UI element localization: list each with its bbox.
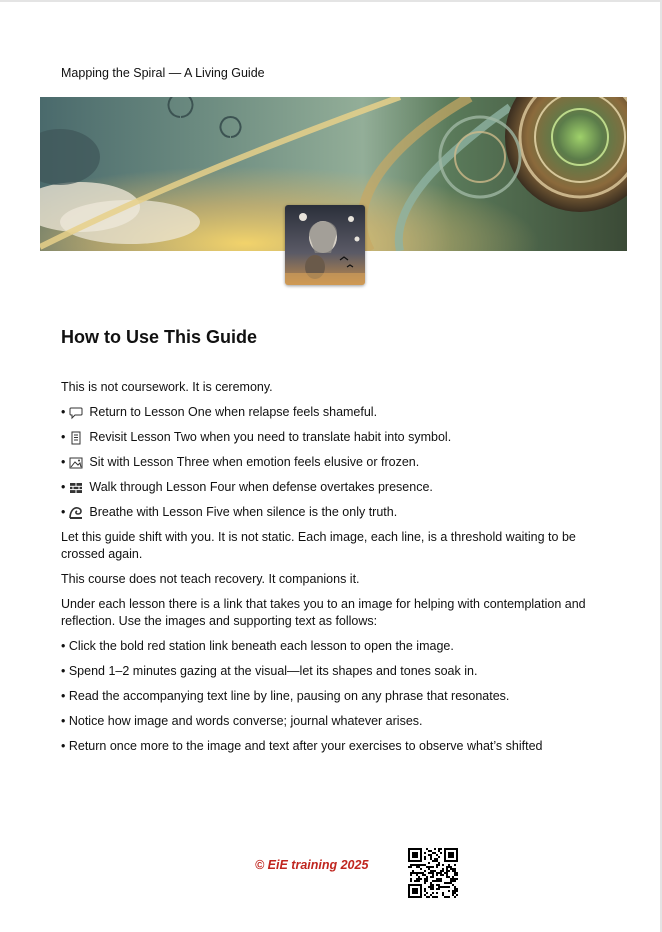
lesson-item (61, 429, 606, 446)
lesson-item (61, 454, 606, 471)
document-header: Mapping the Spiral — A Living Guide (61, 66, 265, 80)
bullet: • (61, 430, 66, 444)
lesson-item (61, 479, 606, 496)
lesson-text: Walk through Lesson Four when defense overtakes presence. (89, 480, 433, 494)
lesson-item (61, 404, 606, 421)
instruction-step: • Click the bold red station link beneath each lesson to open the image. (61, 639, 454, 653)
instruction-step: • Spend 1–2 minutes gazing at the visual—let its shapes and tones soak in. (61, 664, 478, 678)
speech-bubble-icon (69, 406, 83, 420)
qr-code[interactable] (408, 848, 458, 898)
framed-picture-icon (69, 456, 83, 470)
paragraph: Under each lesson there is a link that takes you to an image for helping with contemplation and reflection. Use the images and supporting text as follows: (61, 597, 586, 628)
bullet: • (61, 505, 66, 519)
lesson-text: Sit with Lesson Three when emotion feels elusive or frozen. (89, 455, 420, 469)
lesson-item (61, 504, 606, 521)
lesson-text: Breathe with Lesson Five when silence is the only truth. (89, 505, 398, 519)
wave-icon (69, 506, 83, 520)
intro-text: This is not coursework. It is ceremony. (61, 380, 273, 394)
lesson-text: Return to Lesson One when relapse feels shameful. (89, 405, 378, 419)
instruction-step: • Read the accompanying text line by line, pausing on any phrase that resonates. (61, 689, 510, 703)
paragraph: Let this guide shift with you. It is not static. Each image, each line, is a threshold waiting to be crossed again. (61, 530, 576, 561)
bullet: • (61, 405, 66, 419)
lesson-text: Revisit Lesson Two when you need to translate habit into symbol. (89, 430, 452, 444)
lesson-thumbnail-image (285, 205, 365, 285)
bullet: • (61, 480, 66, 494)
scroll-icon (69, 431, 83, 445)
section-title: How to Use This Guide (61, 327, 258, 347)
instruction-step: • Notice how image and words converse; journal whatever arises. (61, 714, 423, 728)
copyright-credit: © EiE training 2025 (255, 858, 369, 872)
paragraph: This course does not teach recovery. It companions it. (61, 572, 360, 586)
instruction-step: • Return once more to the image and text after your exercises to observe what’s shifted (61, 739, 543, 753)
page-edge (0, 0, 662, 2)
brick-wall-icon (69, 481, 83, 495)
guide-content (61, 379, 606, 763)
bullet: • (61, 455, 66, 469)
